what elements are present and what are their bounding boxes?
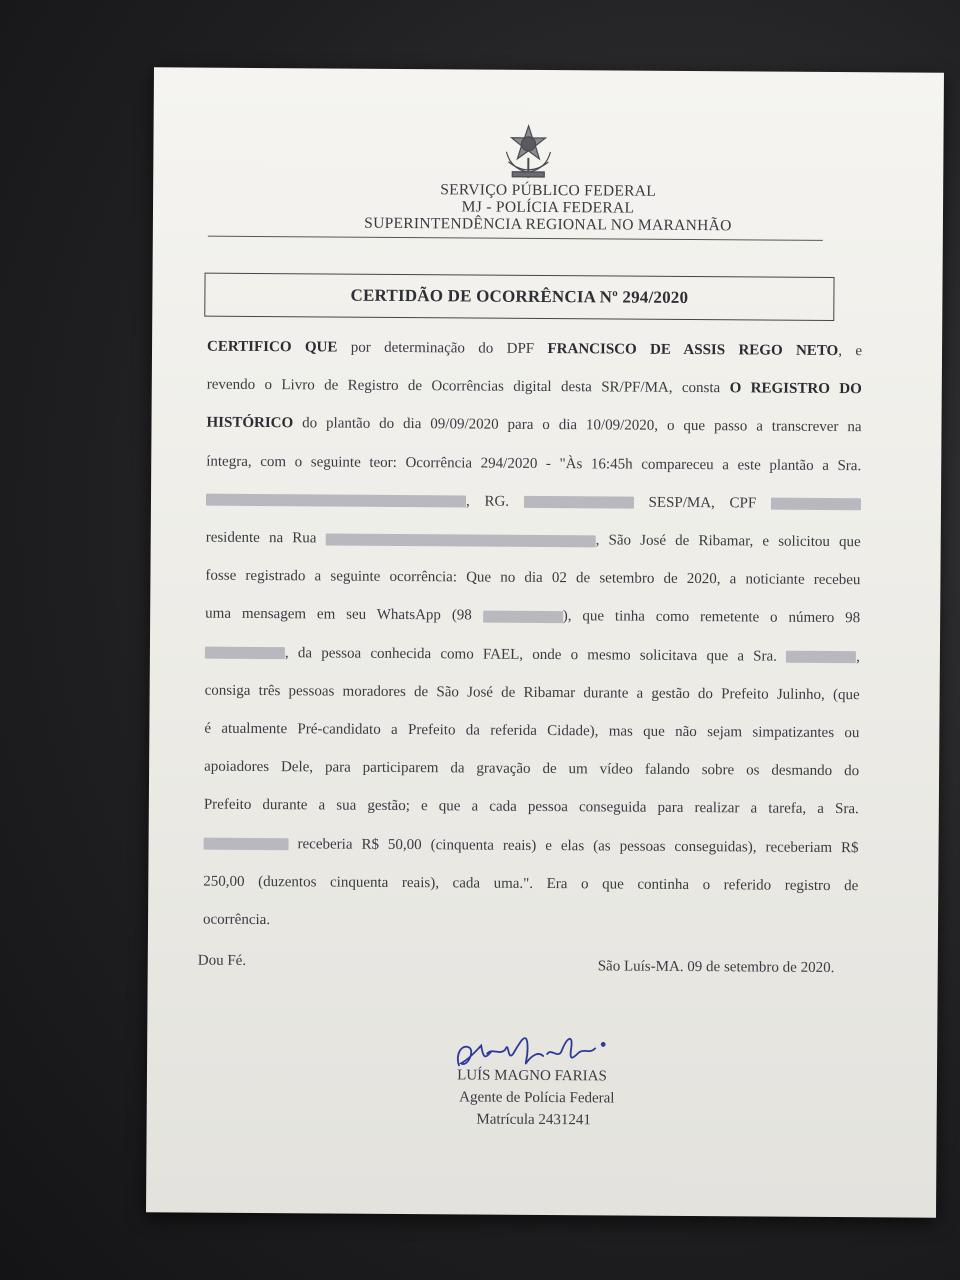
body-line: receberia R$ 50,00 (cinquenta reais) e elas (as pessoas conseguidas), receberiam R$ [203, 824, 858, 867]
body-line: 250,00 (duzentos cinquenta reais), cada uma.". Era o que continha o referido registro de [203, 873, 859, 895]
body-line: ocorrência. [203, 911, 271, 929]
body-line: Prefeito durante a sua gestão; e que a cada pessoa conseguida para realizar a tarefa, a Sra. [203, 797, 859, 818]
authority-name: FRANCISCO DE ASSIS REGO NETO [547, 341, 839, 360]
brazil-coat-of-arms-icon [498, 122, 558, 182]
redacted-rg [524, 496, 634, 509]
header-divider [208, 236, 823, 241]
redacted-phone [483, 611, 563, 624]
document-title: CERTIDÃO DE OCORRÊNCIA Nº 294/2020 [350, 285, 689, 307]
place-and-date: São Luís-MA. 09 de setembro de 2020. [597, 958, 835, 977]
signer-registration: Matrícula 2431241 [476, 1111, 592, 1129]
certifico-label: CERTIFICO QUE [207, 338, 338, 356]
title-box [204, 273, 834, 321]
redacted-phone-sender [205, 647, 285, 660]
redacted-name [204, 838, 289, 851]
signer-role: Agente de Polícia Federal [459, 1089, 615, 1107]
body-line: consiga três pessoas moradores de São José de Ribamar durante a gestão do Prefeito Julinho, (que [204, 682, 860, 704]
redacted-cpf [771, 498, 861, 511]
body-line: revendo o Livro de Registro de Ocorrências digital desta SR/PF/MA, consta O REGISTRO DO [206, 376, 862, 398]
header-ministry: MJ - POLÍCIA FEDERAL [461, 198, 635, 217]
body-line: fosse registrado a seguinte ocorrência: Que no dia 02 de setembro de 2020, a noticiante recebeu [205, 567, 861, 589]
signer-name: LUÍS MAGNO FARIAS [457, 1067, 607, 1085]
certificate-page [146, 67, 944, 1217]
body-line: uma mensagem em seu WhatsApp (98 ), que tinha como remetente o número 98 [205, 606, 861, 627]
redacted-name [206, 494, 466, 508]
body-line: residente na Rua , São José de Ribamar, e solicitou que [205, 529, 861, 551]
header-service: SERVIÇO PÚBLICO FEDERAL [440, 181, 657, 200]
certificate-body [203, 328, 862, 944]
redacted-address [326, 533, 596, 547]
body-line: HISTÓRICO do plantão do dia 09/09/2020 para o dia 10/09/2020, o que passo a transcrever na [206, 415, 862, 436]
body-line: CERTIFICO QUE por determinação do DPF FRANCISCO DE ASSIS REGO NETO, e [207, 338, 863, 360]
dou-fe: Dou Fé. [197, 952, 247, 969]
header-superintendency: SUPERINTENDÊNCIA REGIONAL NO MARANHÃO [364, 214, 732, 235]
body-line: apoiadores Dele, para participarem da gravação de um vídeo falando sobre os desmando do [204, 758, 860, 780]
redacted-name [786, 651, 856, 663]
body-line: , da pessoa conhecida como FAEL, onde o mesmo solicitava que a Sra. , [205, 633, 860, 676]
body-line: é atualmente Pré-candidato a Prefeito da referida Cidade), mas que não sejam simpatizantes ou [204, 720, 860, 742]
body-line: , RG. SESP/MA, CPF [206, 480, 861, 523]
body-line: íntegra, com o seguinte teor: Ocorrência 294/2020 - "Às 16:45h compareceu a este plantão a Sra. [206, 453, 862, 474]
